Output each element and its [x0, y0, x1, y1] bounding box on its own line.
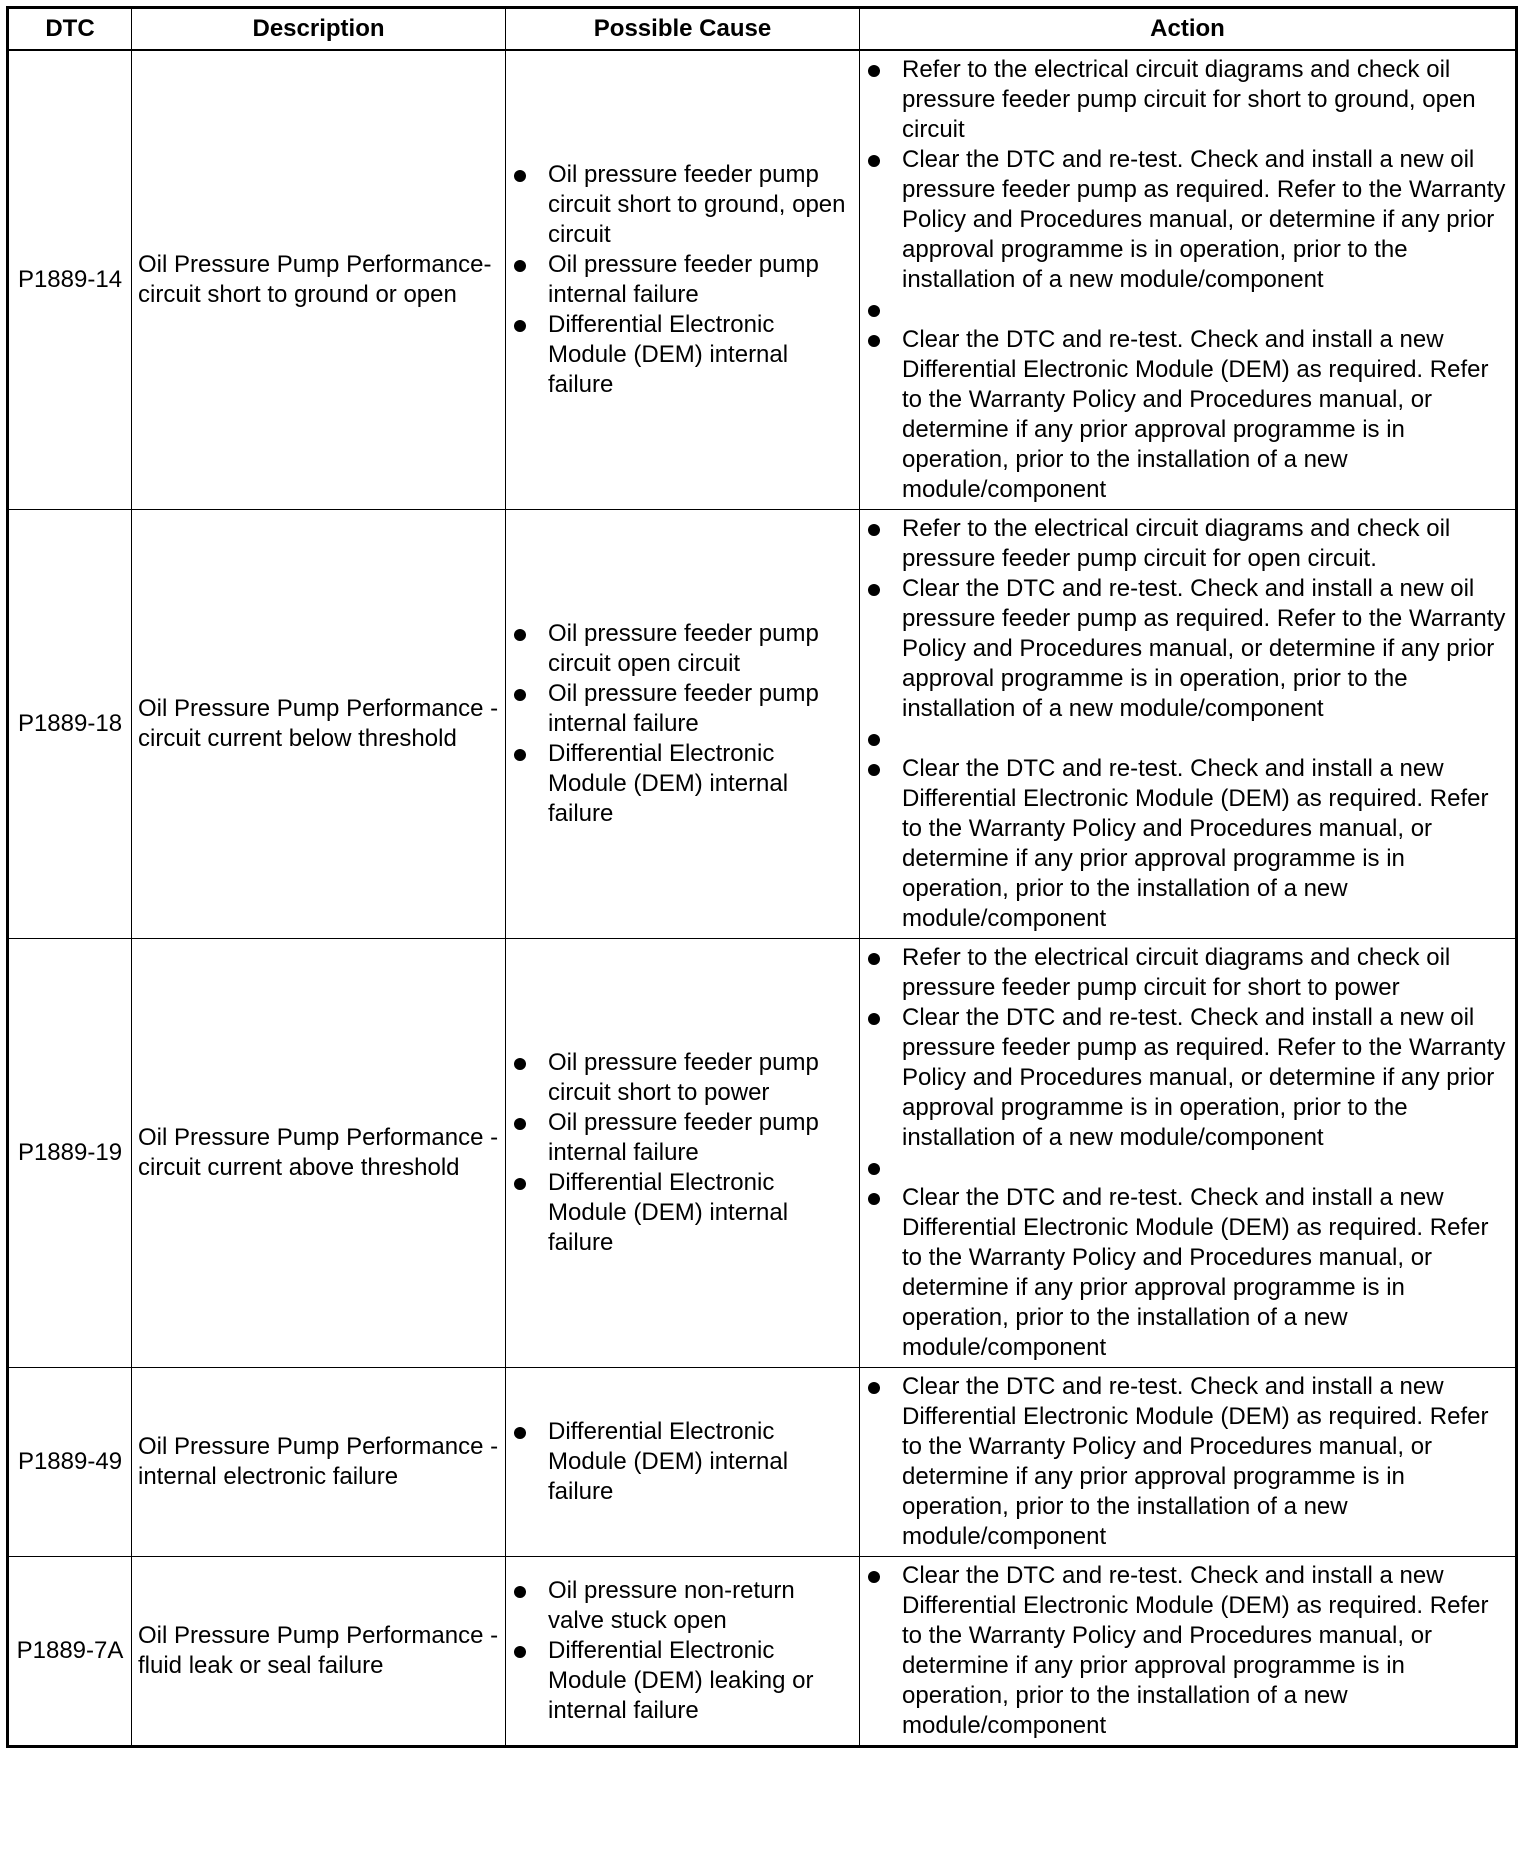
action-item: Refer to the electrical circuit diagrams and check oil pressure feeder pump circuit for short to ground, open circuit [866, 55, 1509, 145]
header-action: Action [860, 8, 1517, 50]
possible-cause-cell [506, 50, 860, 510]
dtc-code: P1889-19 [8, 939, 132, 1368]
action-list [866, 943, 1509, 1363]
action-item: Clear the DTC and re-test. Check and install a new Differential Electronic Module (DEM) as required. Refer to the Warranty Policy and Procedures manual, or determine if any prior approval programme is in operation, prior to the installation of a new module/component [866, 1372, 1509, 1552]
header-possible-cause: Possible Cause [506, 8, 860, 50]
action-item: Clear the DTC and re-test. Check and install a new oil pressure feeder pump as required. Refer to the Warranty Policy and Procedures manual, or determine if any prior approval programme is in operation, prior to the installation of a new module/component [866, 574, 1509, 724]
table-row [8, 1368, 1517, 1557]
table-body [8, 50, 1517, 1747]
possible-cause-item: Differential Electronic Module (DEM) internal failure [512, 1168, 853, 1258]
possible-cause-item: Differential Electronic Module (DEM) internal failure [512, 1417, 853, 1507]
dtc-description: Oil Pressure Pump Performance - internal electronic failure [132, 1368, 506, 1557]
possible-cause-item: Differential Electronic Module (DEM) internal failure [512, 739, 853, 829]
action-cell [860, 510, 1517, 939]
dtc-code: P1889-7A [8, 1557, 132, 1747]
action-item: Clear the DTC and re-test. Check and install a new Differential Electronic Module (DEM) as required. Refer to the Warranty Policy and Procedures manual, or determine if any prior approval programme is in operation, prior to the installation of a new module/component [866, 1183, 1509, 1363]
possible-cause-list [512, 619, 853, 829]
possible-cause-item: Oil pressure feeder pump circuit short to ground, open circuit [512, 160, 853, 250]
dtc-description: Oil Pressure Pump Performance- circuit short to ground or open [132, 50, 506, 510]
possible-cause-list [512, 160, 853, 400]
header-dtc: DTC [8, 8, 132, 50]
dtc-description: Oil Pressure Pump Performance - fluid leak or seal failure [132, 1557, 506, 1747]
action-item [866, 1153, 1509, 1183]
action-list [866, 1561, 1509, 1741]
action-cell [860, 1368, 1517, 1557]
header-row [8, 8, 1517, 50]
possible-cause-list [512, 1048, 853, 1258]
possible-cause-item: Oil pressure feeder pump internal failure [512, 250, 853, 310]
possible-cause-item: Differential Electronic Module (DEM) internal failure [512, 310, 853, 400]
action-item: Clear the DTC and re-test. Check and install a new oil pressure feeder pump as required. Refer to the Warranty Policy and Procedures manual, or determine if any prior approval programme is in operation, prior to the installation of a new module/component [866, 145, 1509, 295]
action-item: Clear the DTC and re-test. Check and install a new Differential Electronic Module (DEM) as required. Refer to the Warranty Policy and Procedures manual, or determine if any prior approval programme is in operation, prior to the installation of a new module/component [866, 325, 1509, 505]
action-cell [860, 50, 1517, 510]
action-cell [860, 1557, 1517, 1747]
dtc-description: Oil Pressure Pump Performance - circuit current above threshold [132, 939, 506, 1368]
table-row [8, 510, 1517, 939]
dtc-code: P1889-14 [8, 50, 132, 510]
table-row [8, 50, 1517, 510]
action-item: Clear the DTC and re-test. Check and install a new Differential Electronic Module (DEM) as required. Refer to the Warranty Policy and Procedures manual, or determine if any prior approval programme is in operation, prior to the installation of a new module/component [866, 754, 1509, 934]
action-item: Clear the DTC and re-test. Check and install a new oil pressure feeder pump as required. Refer to the Warranty Policy and Procedures manual, or determine if any prior approval programme is in operation, prior to the installation of a new module/component [866, 1003, 1509, 1153]
action-list [866, 1372, 1509, 1552]
possible-cause-cell [506, 510, 860, 939]
action-item [866, 295, 1509, 325]
dtc-description: Oil Pressure Pump Performance - circuit current below threshold [132, 510, 506, 939]
table-row [8, 939, 1517, 1368]
possible-cause-item: Differential Electronic Module (DEM) leaking or internal failure [512, 1636, 853, 1726]
possible-cause-item: Oil pressure feeder pump circuit short to power [512, 1048, 853, 1108]
dtc-code: P1889-49 [8, 1368, 132, 1557]
dtc-table [6, 6, 1518, 1748]
action-list [866, 514, 1509, 934]
header-description: Description [132, 8, 506, 50]
action-cell [860, 939, 1517, 1368]
possible-cause-item: Oil pressure non-return valve stuck open [512, 1576, 853, 1636]
possible-cause-cell [506, 1557, 860, 1747]
action-item [866, 724, 1509, 754]
possible-cause-cell [506, 939, 860, 1368]
action-item: Refer to the electrical circuit diagrams and check oil pressure feeder pump circuit for short to power [866, 943, 1509, 1003]
table-row [8, 1557, 1517, 1747]
dtc-code: P1889-18 [8, 510, 132, 939]
possible-cause-list [512, 1576, 853, 1726]
action-list [866, 55, 1509, 505]
possible-cause-item: Oil pressure feeder pump circuit open circuit [512, 619, 853, 679]
possible-cause-cell [506, 1368, 860, 1557]
possible-cause-item: Oil pressure feeder pump internal failure [512, 679, 853, 739]
action-item: Refer to the electrical circuit diagrams and check oil pressure feeder pump circuit for open circuit. [866, 514, 1509, 574]
possible-cause-list [512, 1417, 853, 1507]
action-item: Clear the DTC and re-test. Check and install a new Differential Electronic Module (DEM) as required. Refer to the Warranty Policy and Procedures manual, or determine if any prior approval programme is in operation, prior to the installation of a new module/component [866, 1561, 1509, 1741]
possible-cause-item: Oil pressure feeder pump internal failure [512, 1108, 853, 1168]
